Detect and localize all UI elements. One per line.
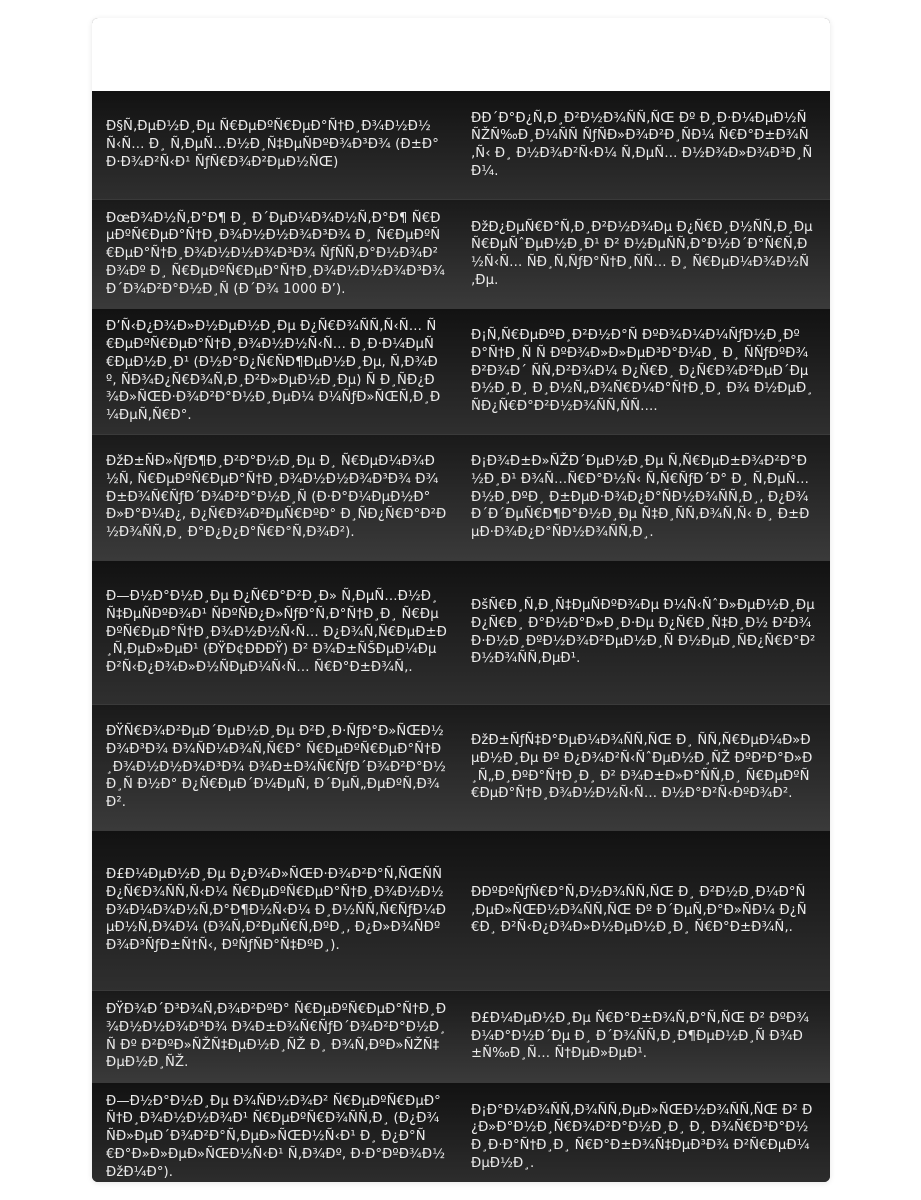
skills-table-card [92, 18, 830, 1182]
skill-cell-left: ÐžÐ±ÑÐ»ÑƒÐ¶Ð¸Ð²Ð°Ð½Ð¸Ðµ Ð¸ Ñ€ÐµÐ¼Ð¾Ð½Ñ‚ Ñ€ÐµÐºÑ€ÐµÐ°Ñ†Ð¸Ð¾Ð½Ð½Ð¾Ð³Ð¾ Ð¾Ð±Ð¾Ñ€ÑƒÐ´Ð¾Ð²Ð°Ð½Ð¸Ñ (Ð·Ð°Ð¼ÐµÐ½Ð° Ð»Ð°Ð¼Ð¿, Ð¿Ñ€Ð¾Ð²ÐµÑ€ÐºÐ° Ð¸ÑÐ¿Ñ€Ð°Ð²Ð½Ð¾ÑÑ‚Ð¸ Ð°Ð¿Ð¿Ð°Ñ€Ð°Ñ‚Ð¾Ð²). [106, 454, 447, 541]
skill-cell-left: ÐŸÐ¾Ð´Ð³Ð¾Ñ‚Ð¾Ð²ÐºÐ° Ñ€ÐµÐºÑ€ÐµÐ°Ñ†Ð¸Ð¾Ð½Ð½Ð¾Ð³Ð¾ Ð¾Ð±Ð¾Ñ€ÑƒÐ´Ð¾Ð²Ð°Ð½Ð¸Ñ Ðº Ð²ÐºÐ»ÑŽÑ‡ÐµÐ½Ð¸ÑŽ Ð¸ Ð¾Ñ‚ÐºÐ»ÑŽÑ‡ÐµÐ½Ð¸ÑŽ. [106, 1002, 447, 1071]
table-row [92, 91, 830, 199]
skill-cell-right: ÐšÑ€Ð¸Ñ‚Ð¸Ñ‡ÐµÑÐºÐ¾Ðµ Ð¼Ñ‹ÑˆÐ»ÐµÐ½Ð¸Ðµ Ð¿Ñ€Ð¸ Ð°Ð½Ð°Ð»Ð¸Ð·Ðµ Ð¿Ñ€Ð¸Ñ‡Ð¸Ð½ Ð²Ð¾Ð·Ð½Ð¸ÐºÐ½Ð¾Ð²ÐµÐ½Ð¸Ñ Ð½ÐµÐ¸ÑÐ¿Ñ€Ð°Ð²Ð½Ð¾ÑÑ‚ÐµÐ¹. [471, 598, 816, 667]
skill-cell-right: Ð¡Ð°Ð¼Ð¾ÑÑ‚Ð¾ÑÑ‚ÐµÐ»ÑŒÐ½Ð¾ÑÑ‚ÑŒ Ð² Ð¿Ð»Ð°Ð½Ð¸Ñ€Ð¾Ð²Ð°Ð½Ð¸Ð¸ Ð¸ Ð¾Ñ€Ð³Ð°Ð½Ð¸Ð·Ð°Ñ†Ð¸Ð¸ Ñ€Ð°Ð±Ð¾Ñ‡ÐµÐ³Ð¾ Ð²Ñ€ÐµÐ¼ÐµÐ½Ð¸. [471, 1102, 813, 1171]
table-row [92, 199, 830, 308]
table-row [92, 308, 830, 434]
table-row [92, 434, 830, 560]
skill-cell-right: ÐžÐ±ÑƒÑ‡Ð°ÐµÐ¼Ð¾ÑÑ‚ÑŒ Ð¸ ÑÑ‚Ñ€ÐµÐ¼Ð»ÐµÐ½Ð¸Ðµ Ðº Ð¿Ð¾Ð²Ñ‹ÑˆÐµÐ½Ð¸ÑŽ ÐºÐ²Ð°Ð»Ð¸Ñ„Ð¸ÐºÐ°Ñ†Ð¸Ð¸ Ð² Ð¾Ð±Ð»Ð°ÑÑ‚Ð¸ Ñ€ÐµÐºÑ€ÐµÐ°Ñ†Ð¸Ð¾Ð½Ð½Ñ‹Ñ… Ð½Ð°Ð²Ñ‹ÐºÐ¾Ð². [471, 733, 813, 802]
table-row [92, 830, 830, 990]
skill-cell-left: Ð§Ñ‚ÐµÐ½Ð¸Ðµ Ñ€ÐµÐºÑ€ÐµÐ°Ñ†Ð¸Ð¾Ð½Ð½Ñ‹Ñ… Ð¸ Ñ‚ÐµÑ…Ð½Ð¸Ñ‡ÐµÑÐºÐ¾Ð³Ð¾ (Ð±Ð°Ð·Ð¾Ð²Ñ‹Ð¹ ÑƒÑ€Ð¾Ð²ÐµÐ½ÑŒ) [106, 119, 439, 170]
table-row [92, 990, 830, 1082]
skill-cell-right: Ð¡Ð¾Ð±Ð»ÑŽÐ´ÐµÐ½Ð¸Ðµ Ñ‚Ñ€ÐµÐ±Ð¾Ð²Ð°Ð½Ð¸Ð¹ Ð¾Ñ…Ñ€Ð°Ð½Ñ‹ Ñ‚Ñ€ÑƒÐ´Ð° Ð¸ Ñ‚ÐµÑ…Ð½Ð¸ÐºÐ¸ Ð±ÐµÐ·Ð¾Ð¿Ð°ÑÐ½Ð¾ÑÑ‚Ð¸, Ð¿Ð¾Ð´Ð´ÐµÑ€Ð¶Ð°Ð½Ð¸Ðµ Ñ‡Ð¸ÑÑ‚Ð¾Ñ‚Ñ‹ Ð¸ Ð±ÐµÐ·Ð¾Ð¿Ð°ÑÐ½Ð¾ÑÑ‚Ð¸. [471, 454, 810, 541]
skill-cell-left: Ð’Ñ‹Ð¿Ð¾Ð»Ð½ÐµÐ½Ð¸Ðµ Ð¿Ñ€Ð¾ÑÑ‚Ñ‹Ñ… Ñ€ÐµÐºÑ€ÐµÐ°Ñ†Ð¸Ð¾Ð½Ð½Ñ‹Ñ… Ð¸Ð·Ð¼ÐµÑ€ÐµÐ½Ð¸Ð¹ (Ð½Ð°Ð¿Ñ€ÑÐ¶ÐµÐ½Ð¸Ðµ, Ñ‚Ð¾Ðº, ÑÐ¾Ð¿Ñ€Ð¾Ñ‚Ð¸Ð²Ð»ÐµÐ½Ð¸Ðµ) Ñ Ð¸ÑÐ¿Ð¾Ð»ÑŒÐ·Ð¾Ð²Ð°Ð½Ð¸ÐµÐ¼ Ð¼ÑƒÐ»ÑŒÑ‚Ð¸Ð¼ÐµÑ‚Ñ€Ð°. [106, 319, 441, 423]
skill-cell-right: Ð£Ð¼ÐµÐ½Ð¸Ðµ Ñ€Ð°Ð±Ð¾Ñ‚Ð°Ñ‚ÑŒ Ð² ÐºÐ¾Ð¼Ð°Ð½Ð´Ðµ Ð¸ Ð´Ð¾ÑÑ‚Ð¸Ð¶ÐµÐ½Ð¸Ñ Ð¾Ð±Ñ‰Ð¸Ñ… Ñ†ÐµÐ»ÐµÐ¹. [471, 1010, 810, 1062]
skill-cell-right: ÐÐºÐºÑƒÑ€Ð°Ñ‚Ð½Ð¾ÑÑ‚ÑŒ Ð¸ Ð²Ð½Ð¸Ð¼Ð°Ñ‚ÐµÐ»ÑŒÐ½Ð¾ÑÑ‚ÑŒ Ðº Ð´ÐµÑ‚Ð°Ð»ÑÐ¼ Ð¿Ñ€Ð¸ Ð²Ñ‹Ð¿Ð¾Ð»Ð½ÐµÐ½Ð¸Ð¸ Ñ€Ð°Ð±Ð¾Ñ‚. [471, 884, 807, 936]
table-row [92, 560, 830, 704]
skill-cell-left: Ð—Ð½Ð°Ð½Ð¸Ðµ Ð¿Ñ€Ð°Ð²Ð¸Ð» Ñ‚ÐµÑ…Ð½Ð¸Ñ‡ÐµÑÐºÐ¾Ð¹ ÑÐºÑÐ¿Ð»ÑƒÐ°Ñ‚Ð°Ñ†Ð¸Ð¸ Ñ€ÐµÐºÑ€ÐµÐ°Ñ†Ð¸Ð¾Ð½Ð½Ñ‹Ñ… Ð¿Ð¾Ñ‚Ñ€ÐµÐ±Ð¸Ñ‚ÐµÐ»ÐµÐ¹ (ÐŸÐ¢ÐÐÐŸ) Ð² Ð¾Ð±ÑŠÐµÐ¼Ðµ Ð²Ñ‹Ð¿Ð¾Ð»Ð½ÑÐµÐ¼Ñ‹Ñ… Ñ€Ð°Ð±Ð¾Ñ‚. [106, 589, 447, 676]
skills-table-body [92, 91, 830, 1182]
skill-cell-left: Ð—Ð½Ð°Ð½Ð¸Ðµ Ð¾ÑÐ½Ð¾Ð² Ñ€ÐµÐºÑ€ÐµÐ°Ñ†Ð¸Ð¾Ð½Ð½Ð¾Ð¹ Ñ€ÐµÐºÑ€Ð¾ÑÑ‚Ð¸ (Ð¿Ð¾ÑÐ»ÐµÐ´Ð¾Ð²Ð°Ñ‚ÐµÐ»ÑŒÐ½Ñ‹Ð¹ Ð¸ Ð¿Ð°Ñ€Ð°Ð»Ð»ÐµÐ»ÑŒÐ½Ñ‹Ð¹ Ñ‚Ð¾Ðº, Ð·Ð°ÐºÐ¾Ð½ ÐžÐ¼Ð°). [106, 1093, 446, 1180]
skill-cell-left: Ð£Ð¼ÐµÐ½Ð¸Ðµ Ð¿Ð¾Ð»ÑŒÐ·Ð¾Ð²Ð°Ñ‚ÑŒÑÑ Ð¿Ñ€Ð¾ÑÑ‚Ñ‹Ð¼ Ñ€ÐµÐºÑ€ÐµÐ°Ñ†Ð¸Ð¾Ð½Ð½Ð¾Ð¼Ð¾Ð½Ñ‚Ð°Ð¶Ð½Ñ‹Ð¼ Ð¸Ð½ÑÑ‚Ñ€ÑƒÐ¼ÐµÐ½Ñ‚Ð¾Ð¼ (Ð¾Ñ‚Ð²ÐµÑ€Ñ‚ÐºÐ¸, Ð¿Ð»Ð¾ÑÐºÐ¾Ð³ÑƒÐ±Ñ†Ñ‹, ÐºÑƒÑÐ°Ñ‡ÐºÐ¸). [106, 867, 447, 954]
table-row [92, 1082, 830, 1182]
table-row [92, 704, 830, 830]
skill-cell-left: ÐŸÑ€Ð¾Ð²ÐµÐ´ÐµÐ½Ð¸Ðµ Ð²Ð¸Ð·ÑƒÐ°Ð»ÑŒÐ½Ð¾Ð³Ð¾ Ð¾ÑÐ¼Ð¾Ñ‚Ñ€Ð° Ñ€ÐµÐºÑ€ÐµÐ°Ñ†Ð¸Ð¾Ð½Ð½Ð¾Ð³Ð¾ Ð¾Ð±Ð¾Ñ€ÑƒÐ´Ð¾Ð²Ð°Ð½Ð¸Ñ Ð½Ð° Ð¿Ñ€ÐµÐ´Ð¼ÐµÑ‚ Ð´ÐµÑ„ÐµÐºÑ‚Ð¾Ð². [106, 724, 446, 811]
skill-cell-right: ÐÐ´Ð°Ð¿Ñ‚Ð¸Ð²Ð½Ð¾ÑÑ‚ÑŒ Ðº Ð¸Ð·Ð¼ÐµÐ½ÑÑŽÑ‰Ð¸Ð¼ÑÑ ÑƒÑÐ»Ð¾Ð²Ð¸ÑÐ¼ Ñ€Ð°Ð±Ð¾Ñ‚Ñ‹ Ð¸ Ð½Ð¾Ð²Ñ‹Ð¼ Ñ‚ÐµÑ… Ð½Ð¾Ð»Ð¾Ð³Ð¸ÑÐ¼. [471, 110, 813, 179]
table-header-strip [92, 18, 830, 91]
skill-cell-right: ÐžÐ¿ÐµÑ€Ð°Ñ‚Ð¸Ð²Ð½Ð¾Ðµ Ð¿Ñ€Ð¸Ð½ÑÑ‚Ð¸Ðµ Ñ€ÐµÑˆÐµÐ½Ð¸Ð¹ Ð² Ð½ÐµÑÑ‚Ð°Ð½Ð´Ð°Ñ€Ñ‚Ð½Ñ‹Ñ… ÑÐ¸Ñ‚ÑƒÐ°Ñ†Ð¸ÑÑ… Ð¸ Ñ€ÐµÐ¼Ð¾Ð½Ñ‚Ðµ. [471, 219, 813, 288]
skill-cell-left: ÐœÐ¾Ð½Ñ‚Ð°Ð¶ Ð¸ Ð´ÐµÐ¼Ð¾Ð½Ñ‚Ð°Ð¶ Ñ€ÐµÐºÑ€ÐµÐ°Ñ†Ð¸Ð¾Ð½Ð½Ð¾Ð³Ð¾ Ð¸ Ñ€ÐµÐºÑ€ÐµÐ°Ñ†Ð¸Ð¾Ð½Ð½Ð¾Ð³Ð¾ ÑƒÑÑ‚Ð°Ð½Ð¾Ð²Ð¾Ðº Ð¸ Ñ€ÐµÐºÑ€ÐµÐ°Ñ†Ð¸Ð¾Ð½Ð½Ð¾Ð³Ð¾ Ð´Ð¾Ð²Ð°Ð½Ð¸Ñ (Ð´Ð¾ 1000 Ð’). [106, 210, 445, 297]
skill-cell-right: Ð¡Ñ‚Ñ€ÐµÐºÐ¸Ð²Ð½Ð°Ñ ÐºÐ¾Ð¼Ð¼ÑƒÐ½Ð¸ÐºÐ°Ñ†Ð¸Ñ Ñ ÐºÐ¾Ð»Ð»ÐµÐ³Ð°Ð¼Ð¸ Ð¸ ÑÑƒÐºÐ¾Ð²Ð¾Ð´ ÑÑ‚Ð²Ð¾Ð¼ Ð¿Ñ€Ð¸ Ð¿Ñ€Ð¾Ð²ÐµÐ´ÐµÐ½Ð¸Ð¸ Ð¸Ð½Ñ„Ð¾Ñ€Ð¼Ð°Ñ†Ð¸Ð¸ Ð¾ Ð½ÐµÐ¸ÑÐ¿Ñ€Ð°Ð²Ð½Ð¾ÑÑ‚ÑÑ…. [471, 328, 813, 415]
